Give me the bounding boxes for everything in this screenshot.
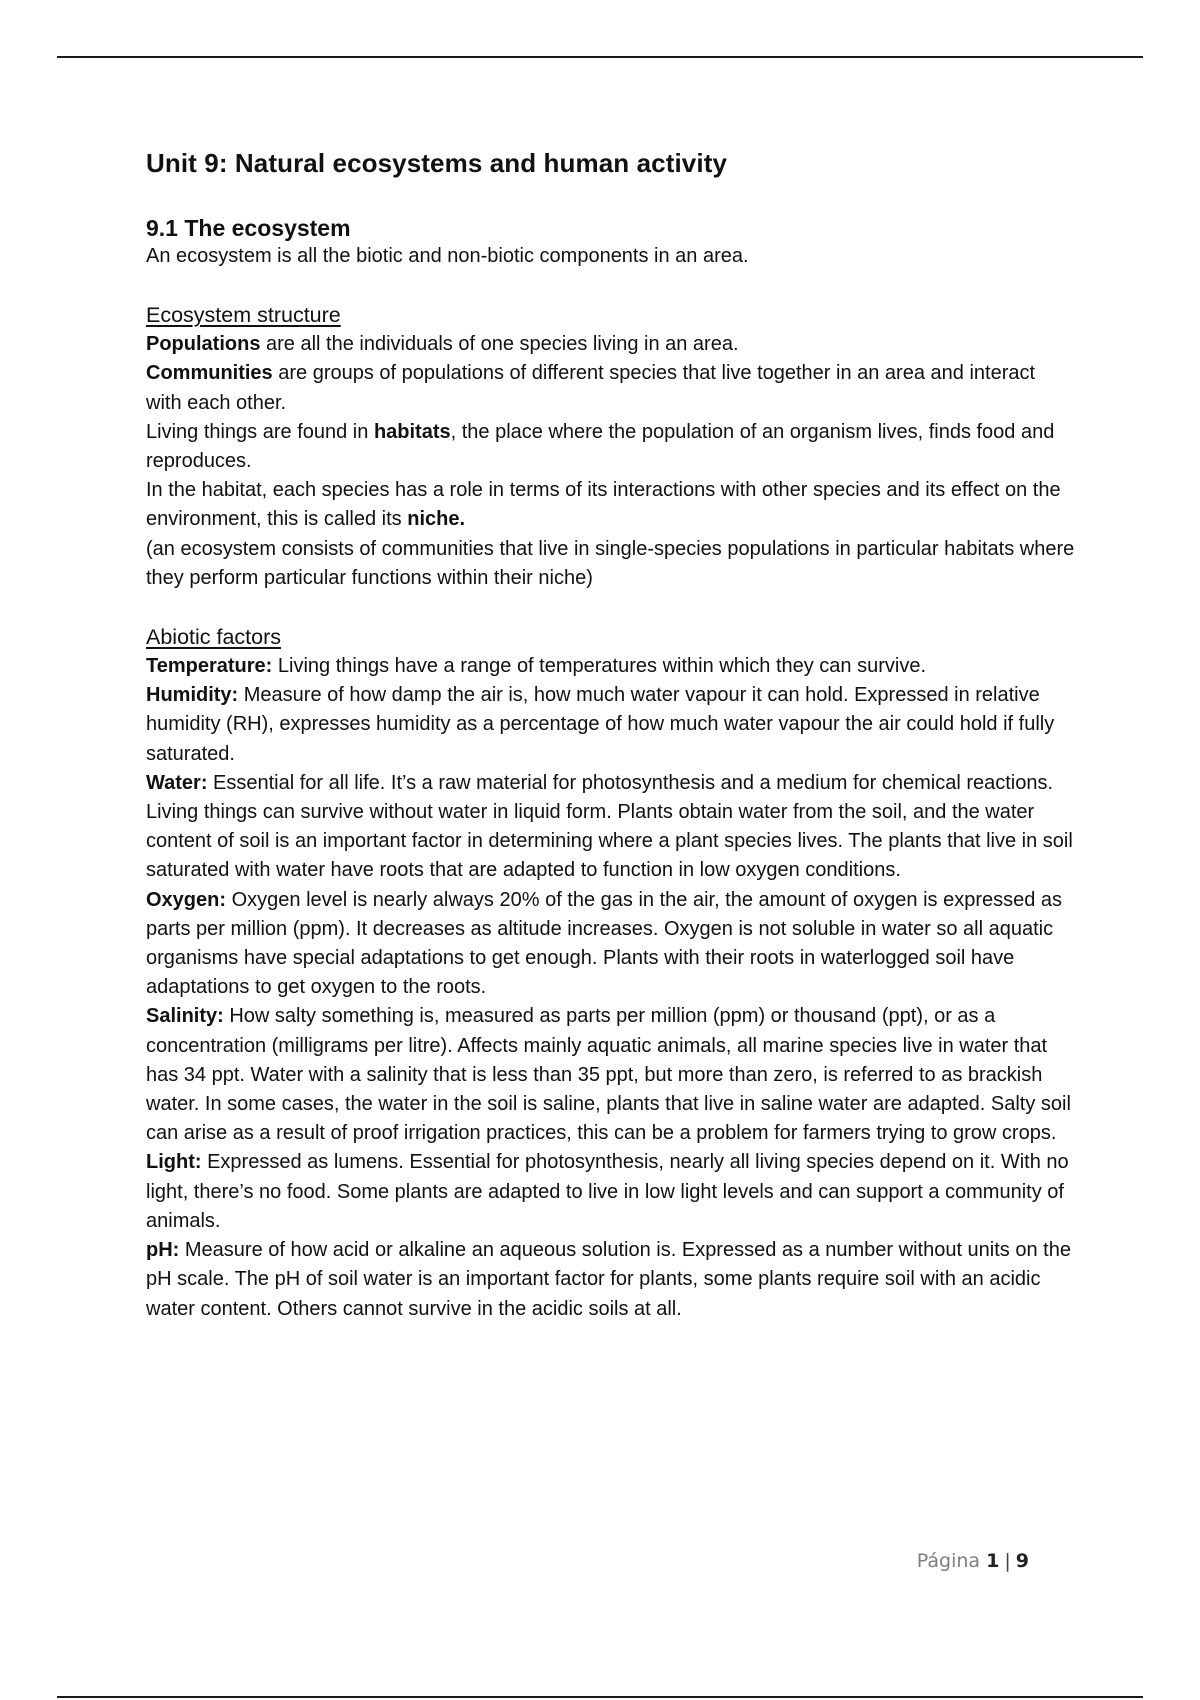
populations-paragraph: [146, 330, 1076, 359]
light-paragraph: [146, 1148, 1076, 1236]
temperature-paragraph: [146, 652, 1076, 681]
habitats-term: habitats: [373, 420, 451, 443]
communities-text: are groups of populations of different species that live together in an area and interact with each other.: [146, 362, 1036, 414]
page-number-footer: [917, 1550, 1029, 1572]
unit-title: Unit 9: Natural ecosystems and human activity: [146, 148, 728, 178]
water-paragraph: [146, 769, 1076, 886]
water-term: Water:: [146, 771, 208, 794]
salinity-term: Salinity:: [146, 1005, 224, 1028]
ecosystem-summary: (an ecosystem consists of communities that live in single-species populations in particular habitats where they perform particular functions within their niche): [146, 537, 1075, 589]
habitats-before: Living things are found in: [146, 420, 374, 443]
communities-term: Communities: [146, 362, 273, 385]
oxygen-paragraph: [146, 886, 1076, 1003]
section-intro: An ecosystem is all the biotic and non-biotic components in an area.: [146, 245, 749, 267]
salinity-text: How salty something is, measured as parts per million (ppm) or thousand (ppt), or as a concentration (milligrams per litre). Affects mainly aquatic animals, all marine species live in water that has 34 ppt. Water with a salinity that is less than 35 ppt, but more than zero, is referred to as brackish water. In some cases, the water in the soil is saline, plants that live in saline water are adapted. Salty soil can arise as a result of proof irrigation practices, this can be a problem for farmers trying to grow crops.: [146, 1005, 1071, 1145]
water-text: Essential for all life. It’s a raw material for photosynthesis and a medium for chemical reactions. Living things can survive without water in liquid form. Plants obtain water from the soil, and the water content of soil is an important factor in determining where a plant species lives. The plants that live in soil saturated with water have roots that are adapted to function in low oxygen conditions.: [146, 771, 1073, 882]
page-separator: |: [1004, 1550, 1011, 1572]
ph-term: pH:: [146, 1239, 180, 1262]
temperature-term: Temperature:: [146, 655, 273, 678]
communities-paragraph: [146, 359, 1076, 417]
current-page-number: 1: [986, 1550, 1000, 1572]
niche-term: niche.: [407, 508, 466, 531]
populations-text: are all the individuals of one species living in an area.: [260, 333, 739, 356]
populations-term: Populations: [146, 333, 261, 356]
niche-paragraph: [146, 476, 1076, 534]
page-label: Página: [916, 1550, 981, 1572]
light-text: Expressed as lumens. Essential for photosynthesis, nearly all living species depend on it. With no light, there’s no food. Some plants are adapted to live in low light levels and can support a community of animals.: [146, 1151, 1069, 1232]
oxygen-term: Oxygen:: [146, 888, 227, 911]
ph-text: Measure of how acid or alkaline an aqueous solution is. Expressed as a number without units on the pH scale. The pH of soil water is an important factor for plants, some plants require soil with an acidic water content. Others cannot survive in the acidic soils at all.: [146, 1239, 1071, 1320]
temperature-text: Living things have a range of temperatures within which they can survive.: [272, 655, 927, 678]
abiotic-factors-heading: Abiotic factors: [146, 625, 282, 650]
ph-paragraph: [146, 1236, 1076, 1324]
habitats-paragraph: [146, 418, 1076, 476]
humidity-term: Humidity:: [146, 684, 239, 707]
humidity-paragraph: [146, 681, 1076, 769]
humidity-text: Measure of how damp the air is, how much water vapour it can hold. Expressed in relative humidity (RH), expresses humidity as a percentage of how much water vapour the air could hold if fully saturated.: [146, 684, 1055, 765]
total-pages: 9: [1015, 1550, 1029, 1572]
salinity-paragraph: [146, 1002, 1076, 1148]
habitats-after: , the place where the population of an organism lives, finds food and reproduces.: [146, 420, 1055, 473]
light-term: Light:: [146, 1151, 202, 1174]
niche-before: In the habitat, each species has a role in terms of its interactions with other species and its effect on the environment, this is called its: [146, 479, 1061, 531]
header-rule: [57, 56, 1143, 58]
ecosystem-structure-heading: Ecosystem structure: [146, 303, 341, 328]
footer-rule: [57, 1696, 1143, 1698]
oxygen-text: Oxygen level is nearly always 20% of the gas in the air, the amount of oxygen is expressed as parts per million (ppm). It decreases as altitude increases. Oxygen is not soluble in water so all aquatic organisms have special adaptations to get enough. Plants with their roots in waterlogged soil have adaptations to get oxygen to the roots.: [146, 888, 1063, 999]
section-title: 9.1 The ecosystem: [146, 215, 351, 241]
page-content: [146, 146, 1076, 1324]
